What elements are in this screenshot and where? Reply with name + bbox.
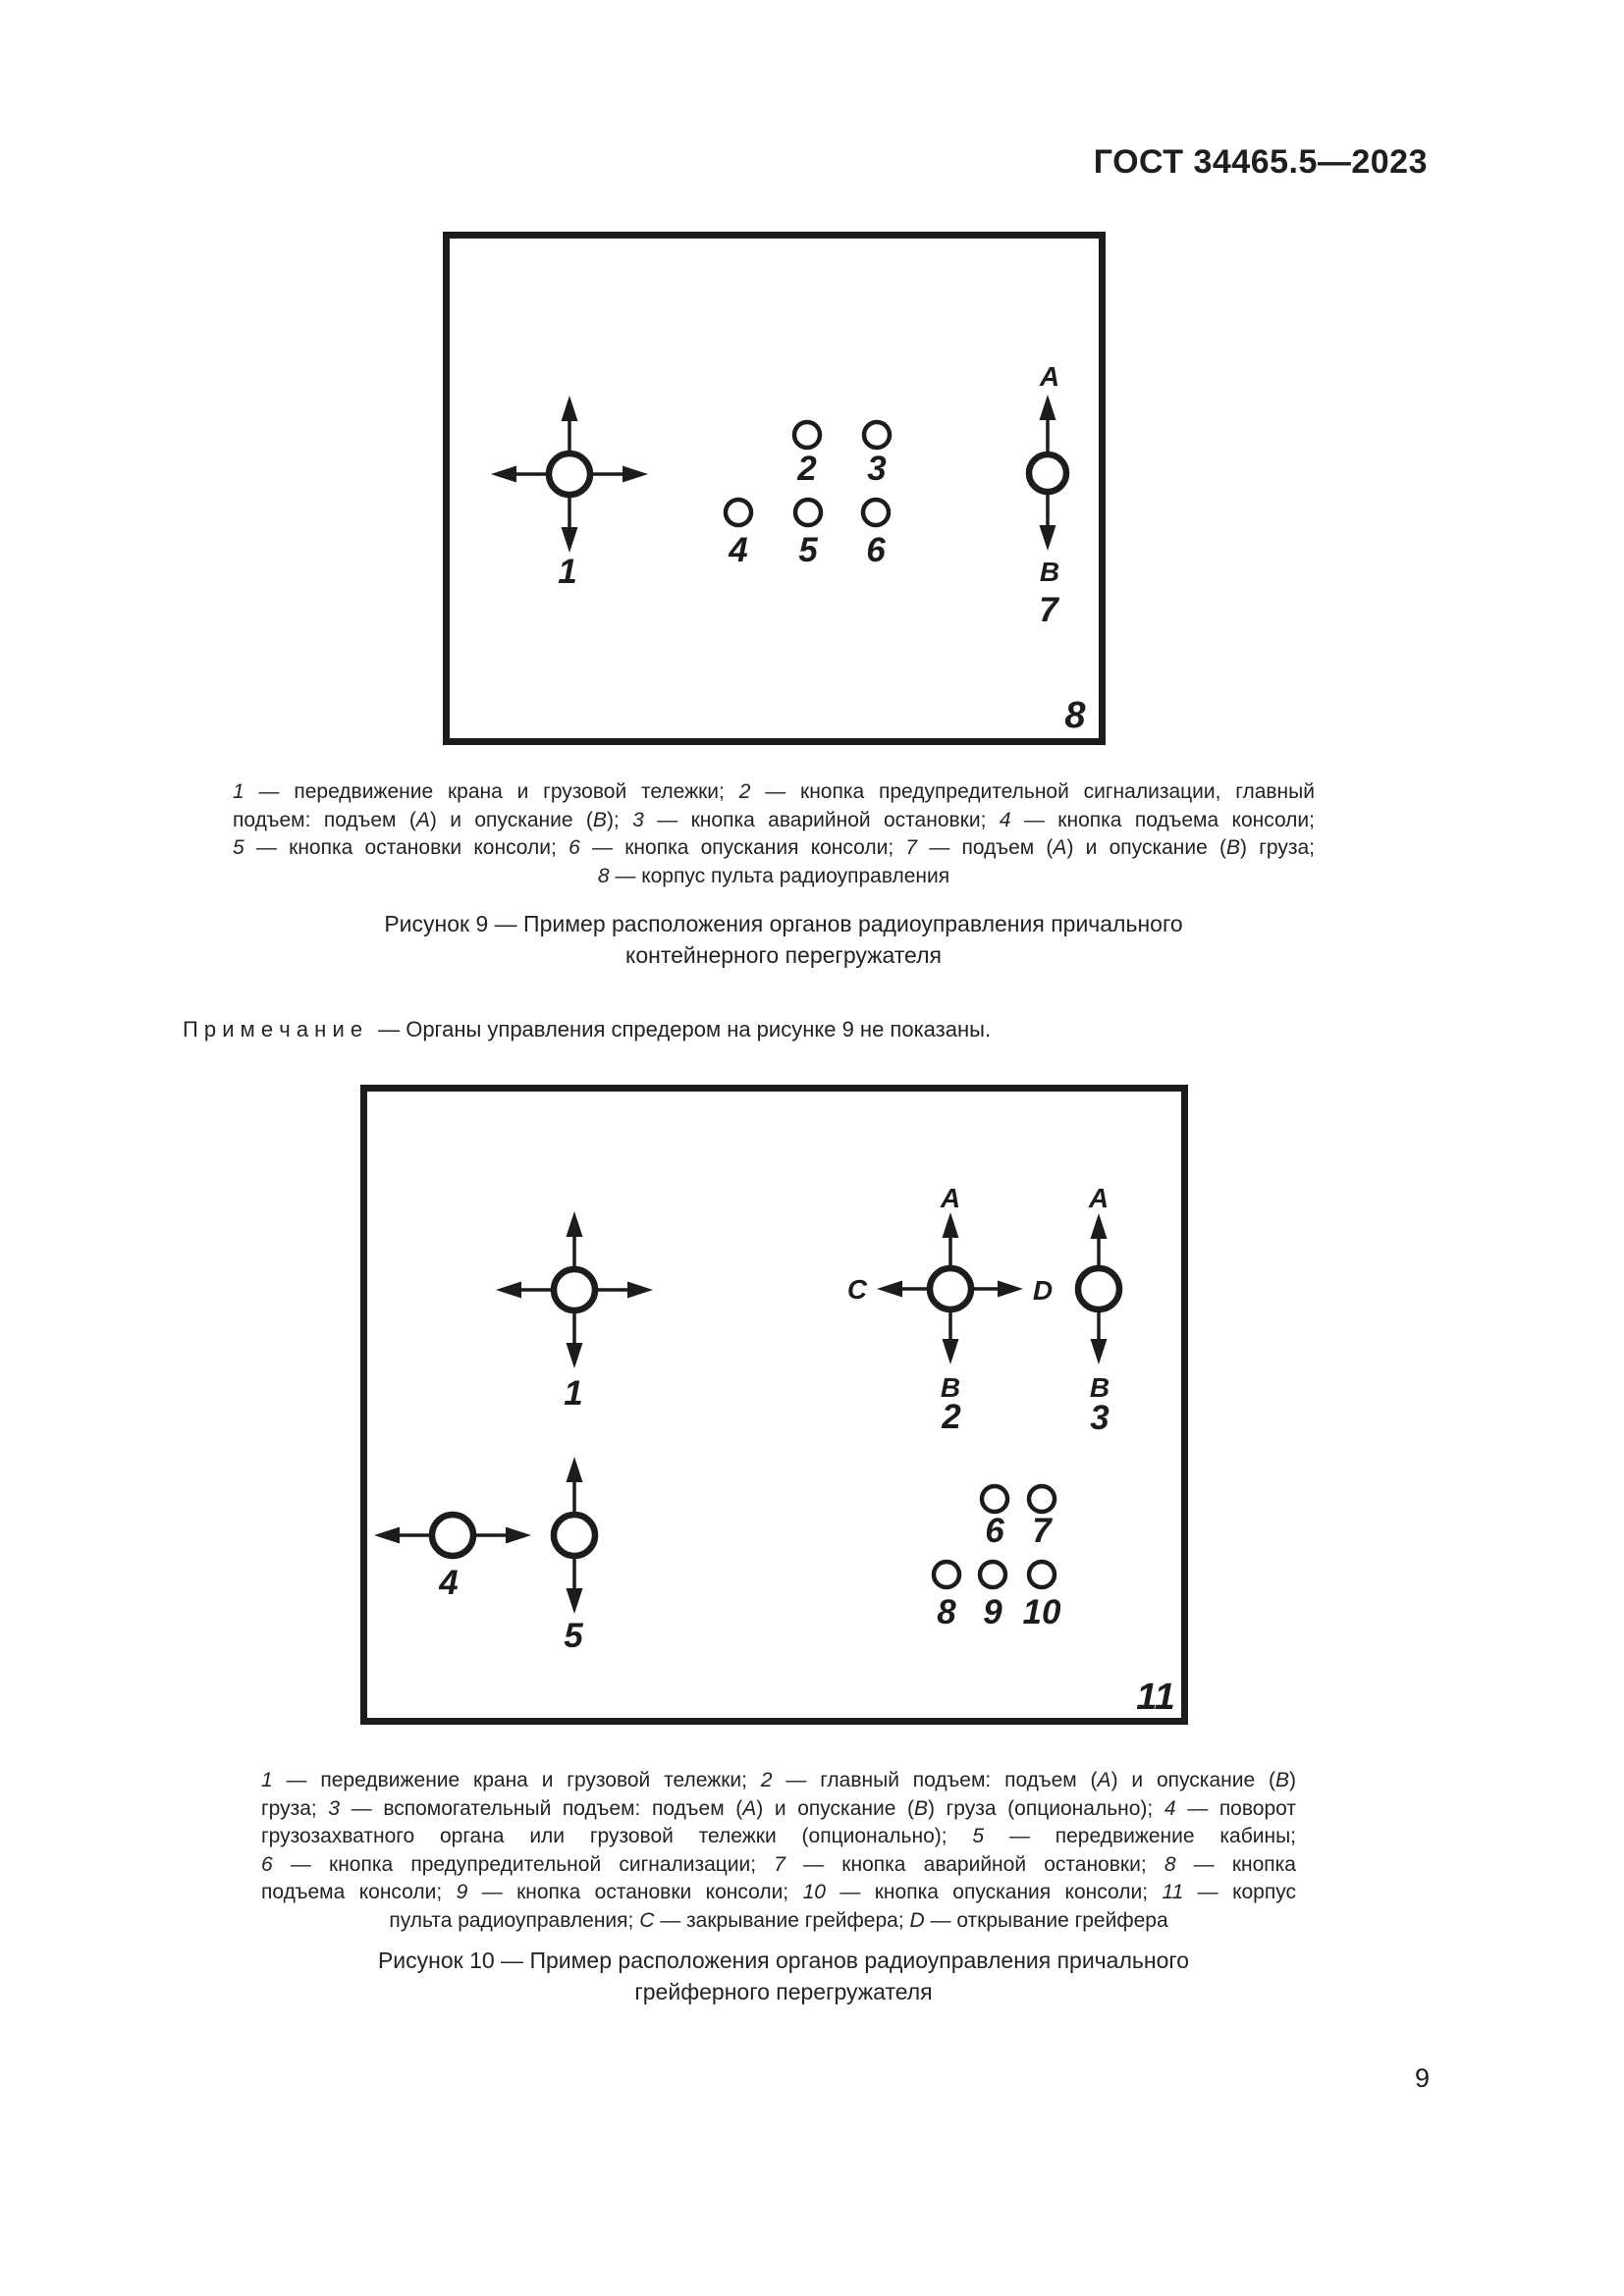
- note-text: — Органы управления спредером на рисунке 9 не показаны.: [378, 1017, 992, 1041]
- legend-segment: А: [742, 1796, 757, 1820]
- legend-segment: — закрывание грейфера;: [654, 1908, 910, 1932]
- control-number-label: 4: [439, 1564, 459, 1602]
- control-number-label: 2: [942, 1398, 961, 1436]
- figure-10-button-10: [1023, 1562, 1061, 1631]
- direction-label-A: A: [1039, 361, 1060, 392]
- legend-segment: — главный подъем: подъем (: [772, 1769, 1098, 1791]
- legend-segment: 2: [760, 1769, 773, 1791]
- figure-frame: [364, 1089, 1185, 1722]
- figure-9-diagram: [443, 232, 1106, 745]
- legend-segment: 3: [328, 1796, 341, 1820]
- legend-segment: ) груза (опционально);: [928, 1796, 1164, 1820]
- figure-10-joystick-1: [496, 1211, 653, 1413]
- figure-9-legend: [233, 778, 1315, 890]
- legend-segment: 4: [999, 808, 1011, 831]
- joystick-knob-icon: [554, 1515, 595, 1556]
- direction-label-A: A: [940, 1183, 961, 1213]
- button-number-label: 5: [798, 531, 818, 569]
- direction-label-B: B: [940, 1372, 961, 1403]
- button-icon: [726, 500, 751, 525]
- direction-label-B: B: [1089, 1372, 1110, 1403]
- button-icon: [863, 500, 889, 525]
- legend-segment: 7: [905, 836, 918, 859]
- figure-9-button-4: [726, 500, 751, 569]
- legend-line: [261, 1823, 1296, 1851]
- figure-title-line: грейферного перегружателя: [634, 1979, 933, 2004]
- legend-segment: — кнопка предупредительной сигнализации;: [272, 1852, 775, 1876]
- button-icon: [982, 1486, 1007, 1512]
- legend-segment: — корпус: [1183, 1881, 1296, 1903]
- figure-10-joystick-5: [554, 1457, 595, 1655]
- legend-segment: — кнопка: [1175, 1852, 1296, 1876]
- legend-segment: В: [914, 1796, 929, 1820]
- button-icon: [864, 422, 890, 448]
- legend-segment: В: [1226, 836, 1241, 859]
- legend-segment: — кнопка остановки консоли;: [244, 836, 569, 859]
- legend-line: [261, 1851, 1296, 1880]
- legend-segment: — подъем (: [917, 836, 1054, 859]
- housing-number-label: 8: [1064, 695, 1086, 736]
- legend-line: [261, 1795, 1296, 1824]
- legend-segment: 5: [233, 836, 244, 859]
- legend-segment: 6: [568, 836, 580, 859]
- button-number-label: 6: [985, 1512, 1004, 1550]
- figure-9-joystick-1: [491, 396, 648, 591]
- control-number-label: 5: [564, 1617, 583, 1655]
- legend-segment: — передвижение кабины;: [984, 1825, 1296, 1847]
- legend-segment: груза;: [261, 1796, 329, 1820]
- button-number-label: 10: [1022, 1593, 1061, 1631]
- figure-title-line: контейнерного перегружателя: [625, 942, 942, 968]
- figure-10-button-9: [980, 1562, 1005, 1631]
- legend-segment: — кнопка аварийной остановки;: [785, 1852, 1164, 1876]
- legend-line: [233, 778, 1315, 807]
- button-number-label: 6: [866, 531, 886, 569]
- direction-label-A: A: [1088, 1183, 1110, 1213]
- legend-segment: 1: [261, 1769, 273, 1791]
- figure-9-joystick-7: [1029, 361, 1066, 629]
- figure-10-button-6: [982, 1486, 1007, 1550]
- legend-line: [233, 807, 1315, 835]
- legend-segment: — кнопка опускания консоли;: [579, 836, 906, 859]
- legend-segment: — поворот: [1175, 1796, 1296, 1820]
- control-number-label: 1: [564, 1374, 583, 1413]
- button-number-label: 3: [867, 450, 887, 488]
- figure-9-button-2: [794, 422, 820, 488]
- figure-title-line: Рисунок 9 — Пример расположения органов радиоуправления причального: [384, 911, 1183, 936]
- legend-segment: D: [909, 1908, 925, 1932]
- figure-title-line: Рисунок 10 — Пример расположения органов радиоуправления причального: [377, 1948, 1190, 1973]
- figure-10-joystick-2: [847, 1183, 1053, 1436]
- figure-9-button-6: [863, 500, 889, 569]
- button-number-label: 2: [797, 450, 817, 488]
- legend-segment: — кнопка предупредительной сигнализации, главный: [750, 780, 1315, 803]
- button-icon: [1029, 1562, 1055, 1587]
- legend-segment: 9: [456, 1881, 468, 1903]
- legend-segment: ) и опускание (: [429, 808, 593, 831]
- joystick-knob-icon: [554, 1269, 595, 1310]
- legend-segment: — кнопка аварийной остановки;: [643, 808, 1000, 831]
- legend-segment: — кнопка опускания консоли;: [825, 1881, 1163, 1903]
- legend-segment: пульта радиоуправления;: [389, 1908, 640, 1932]
- housing-number-label: 11: [1136, 1677, 1175, 1718]
- direction-label-D: D: [1032, 1275, 1054, 1306]
- joystick-knob-icon: [930, 1268, 971, 1309]
- figure-10-joystick-3: [1078, 1183, 1119, 1437]
- figure-10-diagram: [360, 1085, 1188, 1725]
- figure-10-button-8: [934, 1562, 959, 1631]
- legend-segment: — кнопка подъема консоли;: [1010, 808, 1315, 831]
- legend-segment: С: [639, 1908, 655, 1932]
- direction-label-C: C: [846, 1274, 868, 1305]
- legend-segment: ): [1288, 1769, 1296, 1791]
- button-number-label: 8: [937, 1593, 956, 1631]
- button-icon: [795, 500, 821, 525]
- legend-segment: ) и опускание (: [1066, 836, 1227, 859]
- legend-segment: 4: [1164, 1796, 1176, 1820]
- button-icon: [934, 1562, 959, 1587]
- joystick-knob-icon: [432, 1515, 473, 1556]
- legend-segment: В: [1274, 1769, 1289, 1791]
- legend-segment: 6: [261, 1852, 273, 1876]
- legend-segment: В: [592, 808, 607, 831]
- legend-segment: — кнопка остановки консоли;: [467, 1881, 803, 1903]
- button-icon: [794, 422, 820, 448]
- figure-9-button-3: [864, 422, 890, 488]
- figure-10-button-7: [1029, 1486, 1055, 1550]
- page-number: 9: [1414, 2063, 1430, 2093]
- legend-segment: — передвижение крана и грузовой тележки;: [272, 1769, 761, 1791]
- control-number-label: 1: [558, 553, 577, 591]
- legend-segment: 8: [597, 864, 610, 887]
- joystick-knob-icon: [549, 454, 590, 495]
- legend-segment: ) и опускание (: [756, 1796, 915, 1820]
- direction-label-B: B: [1039, 557, 1060, 587]
- joystick-knob-icon: [1029, 454, 1066, 492]
- legend-segment: подъем: подъем (: [233, 808, 416, 831]
- button-number-label: 9: [983, 1593, 1002, 1631]
- legend-line: [233, 863, 1315, 891]
- legend-segment: подъема консоли;: [261, 1881, 457, 1903]
- legend-segment: 3: [632, 808, 644, 831]
- legend-segment: 5: [972, 1825, 985, 1847]
- control-number-label: 7: [1039, 591, 1058, 629]
- doc-code: ГОСТ 34465.5—2023: [1093, 143, 1428, 181]
- control-number-label: 3: [1090, 1399, 1110, 1437]
- figure-9-button-5: [795, 500, 821, 569]
- legend-segment: А: [1097, 1769, 1111, 1791]
- legend-segment: 7: [774, 1852, 785, 1876]
- legend-segment: А: [1053, 836, 1067, 859]
- legend-segment: А: [415, 808, 430, 831]
- button-icon: [1029, 1486, 1055, 1512]
- figure-10-title: [181, 1945, 1386, 2007]
- legend-segment: 2: [738, 780, 751, 803]
- legend-segment: — передвижение крана и грузовой тележки;: [244, 780, 739, 803]
- figure-10-legend: [261, 1767, 1296, 1935]
- legend-segment: ) и опускание (: [1110, 1769, 1275, 1791]
- legend-segment: 10: [802, 1881, 826, 1903]
- note-line: [183, 1017, 991, 1042]
- button-number-label: 4: [729, 531, 748, 569]
- legend-segment: 11: [1162, 1881, 1184, 1903]
- legend-line: [261, 1767, 1296, 1795]
- legend-segment: — открывание грейфера: [924, 1908, 1168, 1932]
- legend-segment: — корпус пульта радиоуправления: [609, 864, 950, 887]
- button-number-label: 7: [1032, 1512, 1052, 1550]
- legend-segment: — вспомогательный подъем: подъем (: [340, 1796, 743, 1820]
- legend-line: [261, 1879, 1296, 1907]
- figure-10-joystick-4: [374, 1515, 531, 1602]
- legend-segment: 1: [233, 780, 244, 803]
- legend-segment: ) груза;: [1240, 836, 1316, 859]
- figure-9-title: [181, 908, 1386, 971]
- legend-line: [261, 1907, 1296, 1936]
- note-label: П р и м е ч а н и е: [183, 1017, 363, 1041]
- legend-segment: грузозахватного органа или грузовой тележки (опционально);: [261, 1825, 973, 1847]
- legend-line: [233, 834, 1315, 863]
- button-icon: [980, 1562, 1005, 1587]
- legend-segment: 8: [1164, 1852, 1176, 1876]
- joystick-knob-icon: [1078, 1268, 1119, 1309]
- legend-segment: );: [606, 808, 633, 831]
- figure-frame: [447, 236, 1103, 742]
